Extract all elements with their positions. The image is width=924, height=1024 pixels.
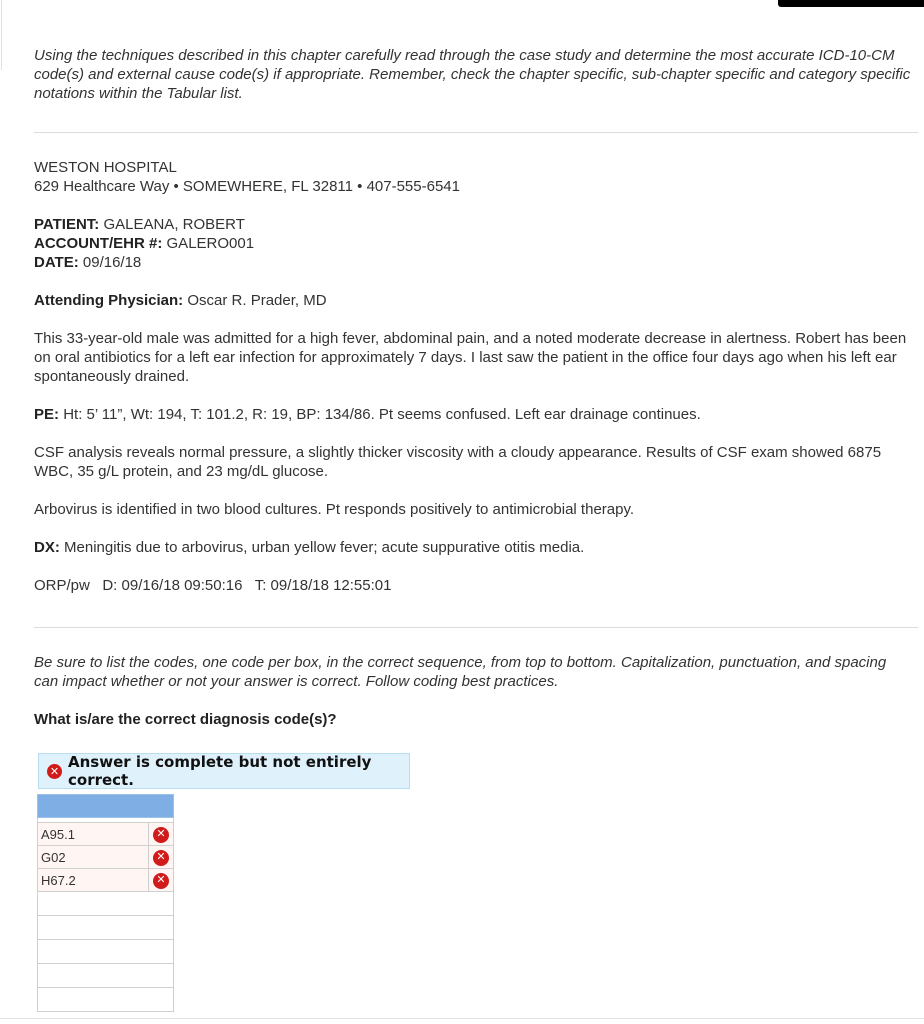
feedback-text: Answer is complete but not entirely correct. [68,753,372,789]
date-label: DATE: [34,254,79,271]
narrative-text: This 33-year-old male was admitted for a high fever, abdominal pain, and a noted moderate decrease in alertness. Robert has been on oral antibiotics for a left ear infection for approximately 7 days. I last saw the patient in the office four days ago when his left ear spontaneously drained. [34,330,907,385]
physician-row [34,291,914,310]
dx-value: Meningitis due to arbovirus, urban yellow fever; acute suppurative otitis media. [64,539,585,556]
pe-label: PE: [34,406,60,423]
answer-row [38,823,174,846]
answer-table-header [38,795,174,818]
signature-text: ORP/pw D: 09/16/18 09:50:16 T: 09/18/18 12:55:01 [34,577,392,594]
answer-row-empty [38,892,174,916]
question-prompt: What is/are the correct diagnosis code(s)? [34,711,337,728]
answer-input[interactable]: G02 [38,846,149,869]
account-row [34,234,914,253]
divider-bottom [34,627,918,628]
answer-row-empty [38,940,174,964]
x-circle-icon: ✕ [47,764,62,779]
dx-row [34,538,914,557]
left-rule [1,0,2,70]
dx-label: DX: [34,539,60,556]
hospital-address: 629 Healthcare Way • SOMEWHERE, FL 32811 • 407-555-6541 [34,178,460,195]
divider-top [34,132,918,133]
answer-input-empty[interactable] [38,892,174,916]
answer-row-empty [38,916,174,940]
account-label: ACCOUNT/EHR #: [34,235,163,252]
date-row [34,253,914,272]
x-circle-icon: ✕ [153,850,169,866]
answer-row [38,846,174,869]
answer-input-empty[interactable] [38,964,174,988]
patient-value: GALEANA, ROBERT [103,216,245,233]
answer-row-empty [38,988,174,1012]
patient-row [34,215,914,234]
physician-label: Attending Physician: [34,292,184,309]
hospital-header [34,158,914,196]
pe-value: Ht: 5’ 11”, Wt: 194, T: 101.2, R: 19, BP: 134/86. Pt seems confused. Left ear drainage continues. [63,406,701,423]
instructions-section [34,46,914,103]
top-toolbar-bar [778,0,924,7]
question-section [34,653,914,729]
account-value: GALERO001 [166,235,255,252]
bottom-rule [0,1018,924,1019]
csf-text: CSF analysis reveals normal pressure, a slightly thicker viscosity with a cloudy appearance. Results of CSF exam showed 6875 WBC, 35 g/L protein, and 23 mg/dL glucose. [34,444,882,480]
answer-table [37,794,174,1012]
instructions-text: Using the techniques described in this chapter carefully read through the case study and determine the most accurate ICD-10-CM code(s) and external cause code(s) if appropriate. Remember, check the chapter specific, sub-chapter specific and category specific notations within the Tabular list. [34,47,911,102]
pe-row [34,405,914,424]
answer-input-empty[interactable] [38,916,174,940]
physician-value: Oscar R. Prader, MD [187,292,327,309]
patient-info [34,215,914,272]
date-value: 09/16/18 [82,254,142,271]
x-circle-icon: ✕ [153,873,169,889]
answer-row [38,869,174,892]
case-study [34,158,914,595]
patient-label: PATIENT: [34,216,100,233]
question-note: Be sure to list the codes, one code per box, in the correct sequence, from top to bottom. Capitalization, punctuation, and spacing can impact whether or not your answer is correct. Follow coding best practices. [34,654,887,690]
answer-input[interactable]: A95.1 [38,823,149,846]
answer-input-empty[interactable] [38,940,174,964]
answer-input[interactable]: H67.2 [38,869,149,892]
answer-row-empty [38,964,174,988]
answer-input-empty[interactable] [38,988,174,1012]
arbovirus-text: Arbovirus is identified in two blood cultures. Pt responds positively to antimicrobial therapy. [34,501,635,518]
x-circle-icon: ✕ [153,827,169,843]
feedback-banner [38,753,410,789]
hospital-name: WESTON HOSPITAL [34,159,177,176]
